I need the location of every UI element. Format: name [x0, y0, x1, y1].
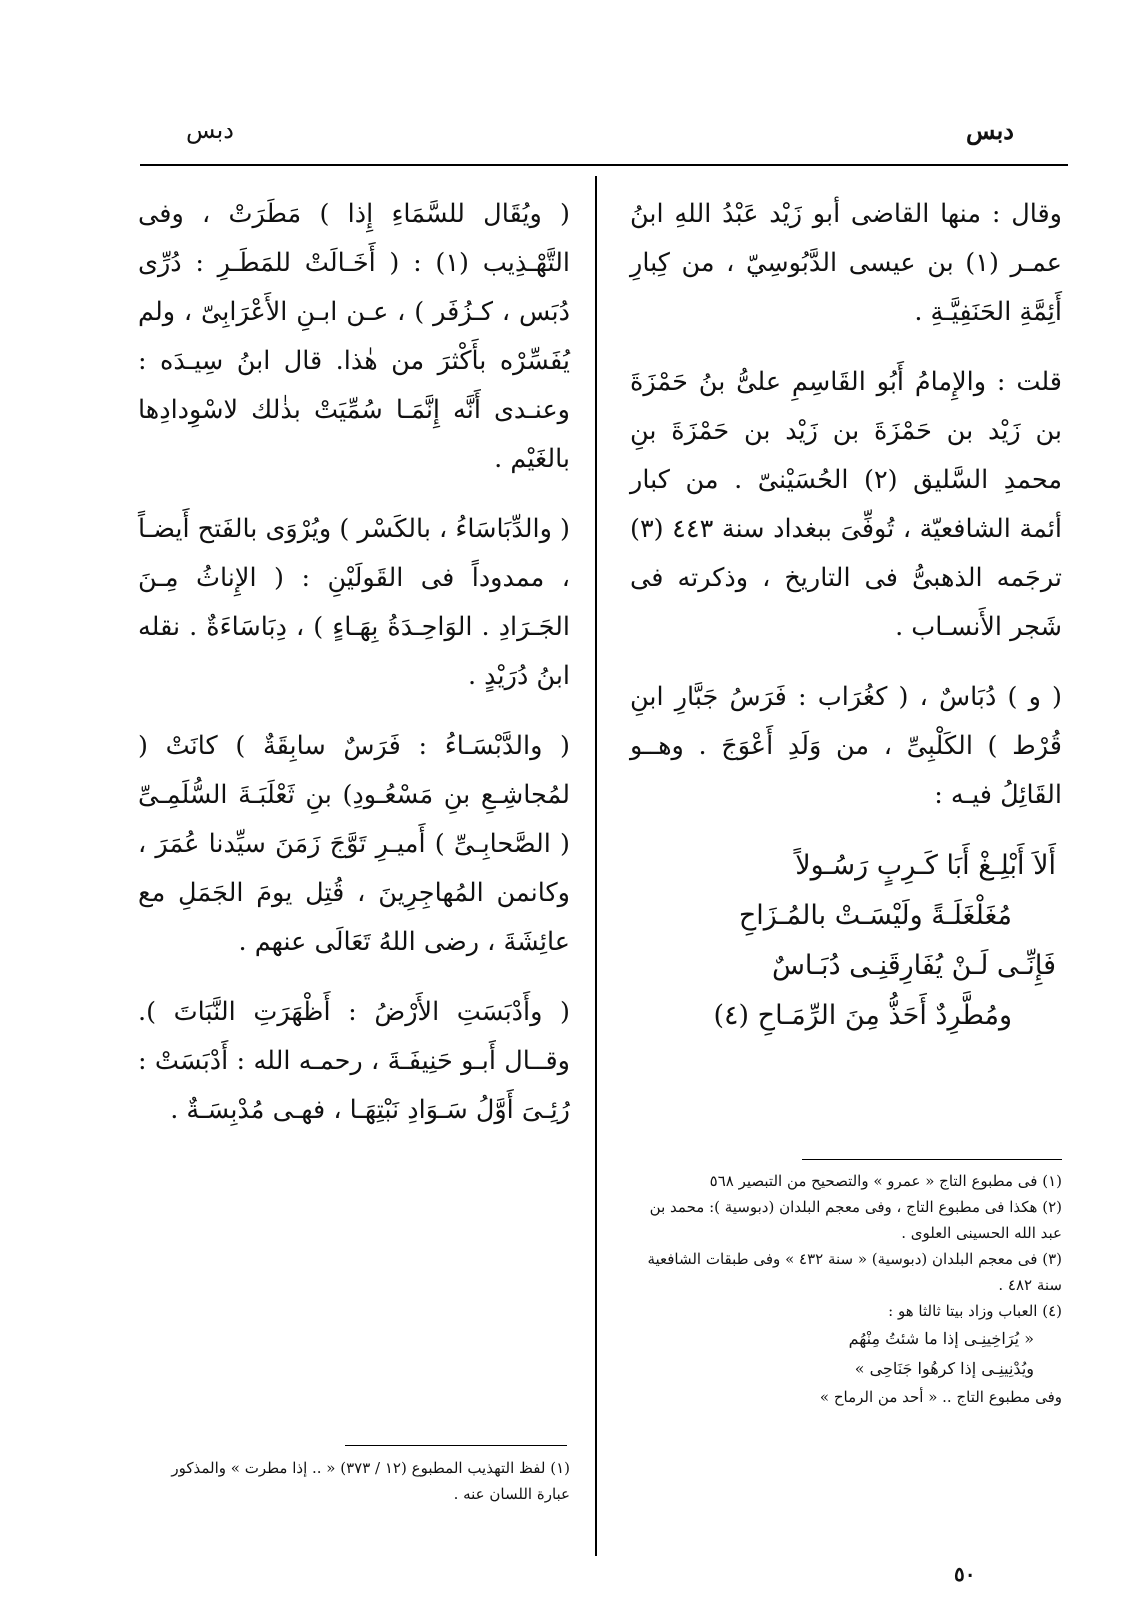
- left-footnotes: [138, 1455, 570, 1507]
- running-head-left: دبس: [186, 116, 234, 144]
- page-number: ٥٠: [954, 1562, 976, 1586]
- poem-line: مُغَلْغَلَـةً ولَيْسَـتْ بالمُـزَاحِ: [738, 900, 1012, 931]
- footnote: (٢) هكذا فى مطبوع التاج ، وفى معجم البلدان (دبوسية ): محمد بن عبد الله الحسينى العلوى .: [649, 1198, 1062, 1242]
- footnote-poem-line: « يُرَاخِينِـى إذا ما شئتُ مِنْهُم: [848, 1329, 1034, 1348]
- entry-paragraph: ( والدَّبْسَـاءُ : فَرَسٌ سابِقَةٌ ) كانَتْ ( لمُجاشِـعِ بنِ مَسْعُـودِ) بنِ ثَعْلَبَـةَ السُّلَمِـىِّ ( الصَّحابِـىِّ ) أَميـرِ تَوَّجَ زَمَنَ سيِّدنا عُمَرَ ، وكانمن المُهاجِرِينَ ، قُتِل يومَ الجَمَلِ مع عائِشَةَ ، رضى اللهُ تَعَالَى عنهم .: [138, 731, 570, 957]
- poem-line: فَإِنِّـى لَـنْ يُفَارِقَنِـى دُبَـاسٌ: [771, 950, 1056, 981]
- footnote-rule: [345, 1445, 567, 1446]
- footnote-rule: [802, 1159, 1062, 1160]
- running-head-right: دبس: [966, 116, 1014, 145]
- footnote: وفى مطبوع التاج .. « أحد من الرماح »: [819, 1388, 1062, 1406]
- entry-paragraph: ( وأَدْبَسَتِ الأَرْضُ : أَظْهَرَتِ النَّبَاتَ ). وقــال أَبـو حَنِيفَـةَ ، رحمـه الله : أَدْبَسَتْ : رُئِـىَ أَوَّلُ سَـوَادِ نَبْتِهَـا ، فهـى مُدْبِسَـةٌ .: [138, 997, 570, 1125]
- footnote: (١) لفظ التهذيب المطبوع (١٢ / ٣٧٣) « .. إذا مطرت » والمذكور عبارة اللسان عنه .: [171, 1459, 570, 1503]
- footnote: (١) فى مطبوع التاج « عمرو » والتصحيح من التبصير ٥٦٨: [709, 1172, 1062, 1190]
- entry-paragraph: قلت : والإِمامُ أَبُو القَاسِمِ علىُّ بنُ حَمْزَةَ بن زَيْد بن حَمْزَةَ بن زَيْد بن حَمْزَةَ بنِ محمدِ السَّليق (٢) الحُسَيْنىّ . من كبار أئمة الشافعيّة ، تُوفِّىَ ببغداد سنة ٤٤٣ (٣) ترجَمه الذهبىُّ فى التاريخ ، وذكرته فى شَجر الأَنسـاب .: [630, 367, 1062, 642]
- entry-paragraph: ( ويُقَال للسَّمَاءِ إِذا ) مَطَرَتْ ، وفى التَّهْـذِيب (١) : ( أَخَـالَتْ للمَطَـرِ : دُرِّى دُبَس ، كـزُفَر ) ، عـن ابـنِ الأَعْرَابِىّ ، ولم يُفَسِّرْه بأَكْثرَ من هٰذا. قال ابنُ سِيـدَه : وعنـدى أَنَّه إِنَّمَـا سُمِّيَتْ بذٰلك لاسْوِدادِها بالغَيْم .: [138, 199, 570, 474]
- entry-paragraph: ( والدِّبَاسَاءُ ، بالكَسْر ) ويُرْوَى بالفَتح أَيضـاً ، ممدوداً فى القَولَيْنِ : ( الإِناثُ مِـنَ الجَـرَادِ . الوَاحِـدَةُ بِهَـاءٍ ) ، دِبَاسَاءَةٌ . نقله ابنُ دُرَيْدٍ .: [138, 514, 570, 691]
- right-column: [630, 190, 1062, 1041]
- footnote: (٣) فى معجم البلدان (دبوسية) « سنة ٤٣٢ » وفى طبقات الشافعية سنة ٤٨٢ .: [647, 1250, 1062, 1294]
- poem: [630, 841, 1062, 1041]
- right-footnotes: [630, 1168, 1062, 1410]
- left-column: [138, 190, 570, 1156]
- header-rule: [140, 164, 1068, 166]
- entry-paragraph: ( و ) دُبَاسٌ ، ( كغُرَاب : فَرَسُ جَبَّارِ ابنِ قُرْط ) الكَلْبِىِّ ، من وَلَدِ أَعْوَجَ . وهــو القَائِلُ فيـه :: [630, 682, 1062, 810]
- entry-paragraph: وقال : منها القاضى أبو زَيْد عَبْدُ اللهِ ابنُ عمـر (١) بن عيسى الدَّبُوسِيّ ، من كِبارِ أَئِمَّةِ الحَنَفِيَّـةِ .: [630, 199, 1062, 327]
- footnote: (٤) العباب وزاد بيتا ثالثا هو :: [888, 1302, 1062, 1320]
- column-divider: [595, 176, 597, 1556]
- poem-line: ومُطَّرِدٌ أَحَذُّ مِنَ الرِّمَـاحِ (٤): [713, 1000, 1012, 1031]
- poem-line: أَلاَ أَبْلِـغْ أَبَا كَـرِبٍ رَسُـولاً: [795, 850, 1056, 881]
- footnote-poem-line: ويُدْنِينِـى إذا كرهُوا جَنَاحِى »: [854, 1359, 1034, 1378]
